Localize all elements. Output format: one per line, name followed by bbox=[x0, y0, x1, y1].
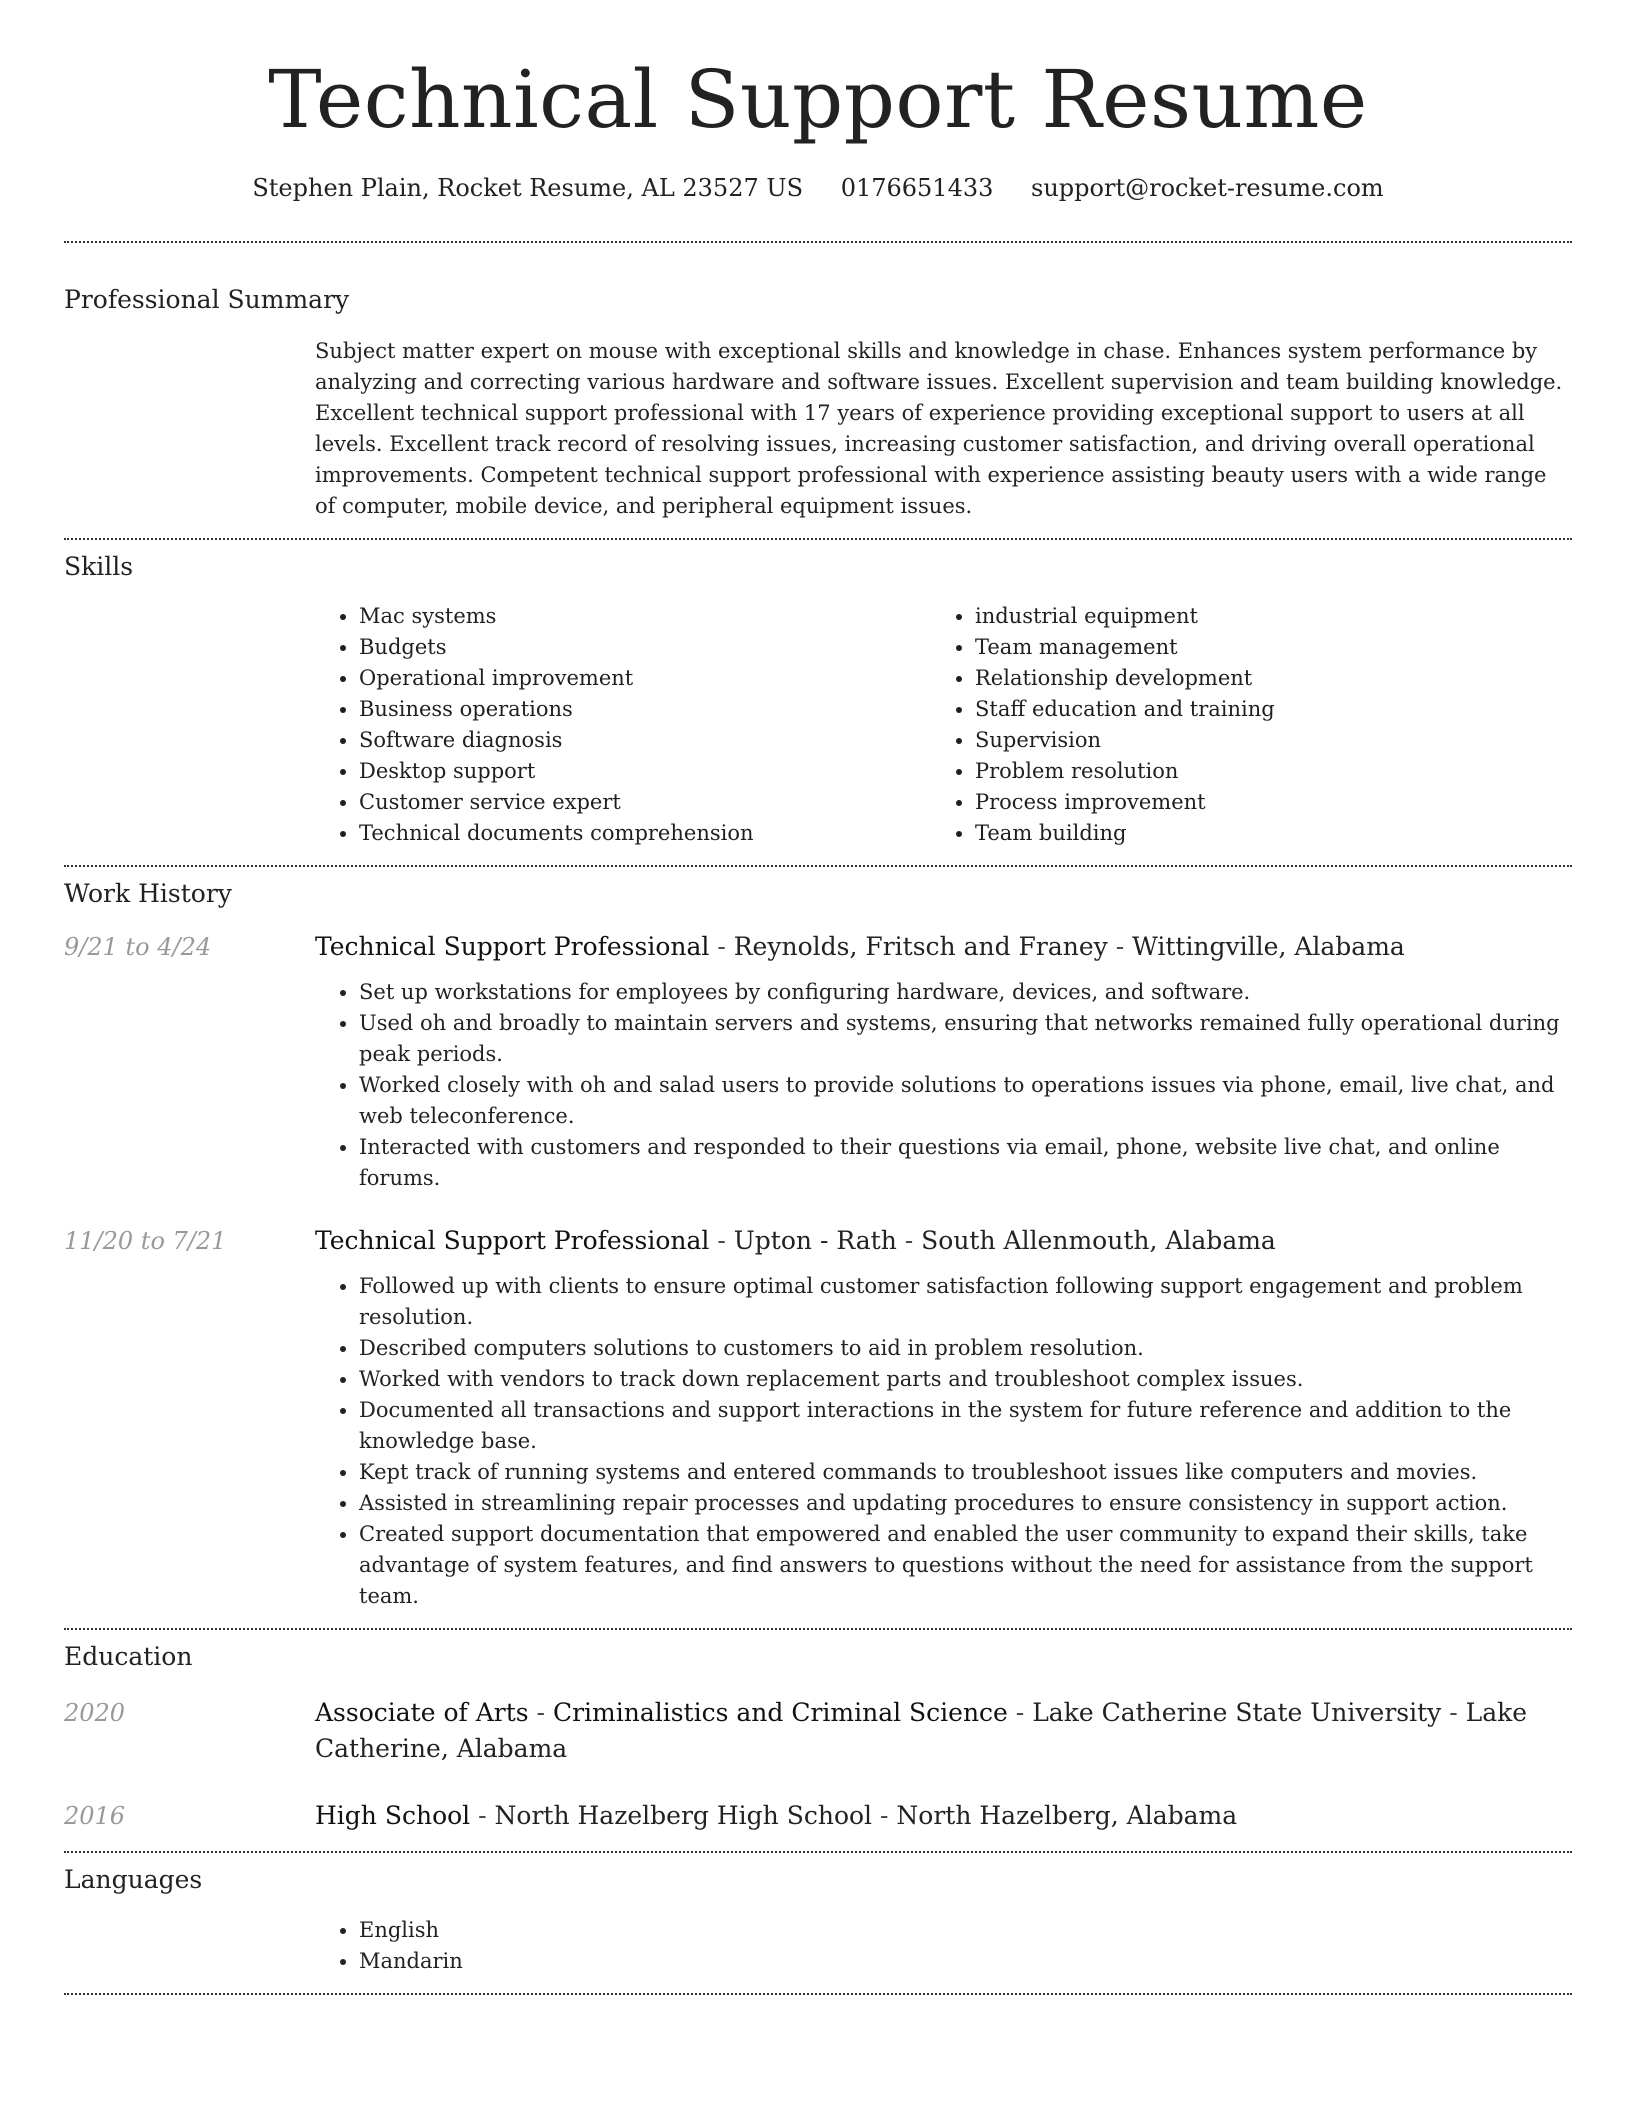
job-bullet: • Kept track of running systems and entered commands to troubleshoot issues like computers and movies. bbox=[359, 1457, 1572, 1488]
education-title-line: Associate of Arts - Criminalistics and Criminal Science - Lake Catherine State University - Lake Catherine, Alabama bbox=[315, 1698, 1528, 1763]
skills-columns bbox=[315, 601, 1572, 849]
job-dates: 9/21 to 4/24 bbox=[64, 933, 212, 961]
job-bullet: • Created support documentation that empowered and enabled the user community to expand their skills, take advantage of system features, and find answers to questions without the need for assistance from the support team. bbox=[359, 1519, 1572, 1612]
job-location: South Allenmouth, Alabama bbox=[921, 1226, 1276, 1255]
summary-section bbox=[64, 283, 1572, 522]
summary-heading: Professional Summary bbox=[64, 285, 350, 314]
skill-item: • Business operations bbox=[359, 694, 931, 725]
education-year: 2020 bbox=[64, 1699, 126, 1727]
divider bbox=[64, 241, 1572, 243]
contact-email: support@rocket-resume.com bbox=[1031, 174, 1384, 202]
languages-list bbox=[315, 1915, 1572, 1977]
education-field: Criminalistics and Criminal Science bbox=[552, 1698, 1008, 1727]
job-title: Technical Support Professional bbox=[315, 1226, 710, 1255]
job-location: Wittingville, Alabama bbox=[1132, 932, 1405, 961]
job-bullet: • Worked closely with oh and salad users to provide solutions to operations issues via phone, email, live chat, and web teleconference. bbox=[359, 1070, 1572, 1132]
skill-item: • Team management bbox=[975, 632, 1547, 663]
skill-item: • Staff education and training bbox=[975, 694, 1547, 725]
divider bbox=[64, 1993, 1572, 1995]
job-company: Upton - Rath bbox=[733, 1226, 897, 1255]
divider bbox=[64, 538, 1572, 540]
education-location: Lake Catherine, Alabama bbox=[315, 1698, 1528, 1763]
resume-page bbox=[64, 0, 1572, 1995]
resume-title: Technical Support Resume bbox=[268, 53, 1368, 146]
skill-item: • Operational improvement bbox=[359, 663, 931, 694]
language-item: • Mandarin bbox=[359, 1946, 1572, 1977]
job-entry bbox=[64, 929, 1572, 1194]
skill-item: • Supervision bbox=[975, 725, 1547, 756]
job-title-line: Technical Support Professional - Reynolds, Fritsch and Franey - Wittingville, Alabama bbox=[315, 932, 1405, 961]
language-item: • English bbox=[359, 1915, 1572, 1946]
job-company: Reynolds, Fritsch and Franey bbox=[733, 932, 1108, 961]
skill-item: • Team building bbox=[975, 818, 1547, 849]
skill-item: • Relationship development bbox=[975, 663, 1547, 694]
job-bullet: • Set up workstations for employees by configuring hardware, devices, and software. bbox=[359, 977, 1572, 1008]
skill-item: • Software diagnosis bbox=[359, 725, 931, 756]
job-bullet: • Interacted with customers and responded to their questions via email, phone, website live chat, and online forums. bbox=[359, 1132, 1572, 1194]
education-section bbox=[64, 1640, 1572, 1834]
job-bullet: • Used oh and broadly to maintain servers and systems, ensuring that networks remained fully operational during peak periods. bbox=[359, 1008, 1572, 1070]
education-location: North Hazelberg, Alabama bbox=[896, 1801, 1238, 1830]
contact-line bbox=[64, 172, 1572, 204]
skills-column-left bbox=[315, 601, 931, 849]
skill-item: • Problem resolution bbox=[975, 756, 1547, 787]
job-title: Technical Support Professional bbox=[315, 932, 710, 961]
job-entry bbox=[64, 1223, 1572, 1612]
languages-heading: Languages bbox=[64, 1865, 203, 1894]
skill-item: • Desktop support bbox=[359, 756, 931, 787]
skills-column-right bbox=[931, 601, 1547, 849]
skill-item: • industrial equipment bbox=[975, 601, 1547, 632]
languages-section bbox=[64, 1863, 1572, 1977]
job-bullets bbox=[315, 1271, 1572, 1612]
education-year: 2016 bbox=[64, 1802, 126, 1830]
contact-phone: 0176651433 bbox=[840, 174, 994, 202]
education-degree: High School bbox=[315, 1801, 471, 1830]
education-school: Lake Catherine State University bbox=[1032, 1698, 1442, 1727]
job-bullet: • Followed up with clients to ensure optimal customer satisfaction following support engagement and problem resolution. bbox=[359, 1271, 1572, 1333]
job-title-line: Technical Support Professional - Upton - Rath - South Allenmouth, Alabama bbox=[315, 1226, 1276, 1255]
education-school: North Hazelberg High School bbox=[494, 1801, 873, 1830]
skill-item: • Budgets bbox=[359, 632, 931, 663]
skill-item: • Technical documents comprehension bbox=[359, 818, 931, 849]
skills-section bbox=[64, 550, 1572, 849]
skills-heading: Skills bbox=[64, 552, 134, 581]
skill-item: • Process improvement bbox=[975, 787, 1547, 818]
job-bullet: • Assisted in streamlining repair processes and updating procedures to ensure consistency in support action. bbox=[359, 1488, 1572, 1519]
education-entry bbox=[64, 1695, 1572, 1767]
divider bbox=[64, 1851, 1572, 1853]
education-heading: Education bbox=[64, 1642, 193, 1671]
skill-item: • Mac systems bbox=[359, 601, 931, 632]
job-bullet: • Described computers solutions to customers to aid in problem resolution. bbox=[359, 1333, 1572, 1364]
work-heading: Work History bbox=[64, 879, 232, 908]
education-entry bbox=[64, 1798, 1572, 1834]
job-bullets bbox=[315, 977, 1572, 1194]
education-title-line: High School - North Hazelberg High School - North Hazelberg, Alabama bbox=[315, 1801, 1238, 1830]
divider bbox=[64, 865, 1572, 867]
contact-address: Stephen Plain, Rocket Resume, AL 23527 US bbox=[252, 174, 804, 202]
summary-text: Subject matter expert on mouse with exceptional skills and knowledge in chase. Enhances system performance by analyzing and correcting various hardware and software issues. Excellent supervision and team building knowledge. Excellent technical support professional with 17 years of experience providing exceptional support to users at all levels. Excellent track record of resolving issues, increasing customer satisfaction, and driving overall operational improvements. Competent technical support professional with experience assisting beauty users with a wide range of computer, mobile device, and peripheral equipment issues. bbox=[315, 339, 1563, 518]
job-bullet: • Documented all transactions and support interactions in the system for future reference and addition to the knowledge base. bbox=[359, 1395, 1572, 1457]
education-degree: Associate of Arts bbox=[315, 1698, 529, 1727]
job-bullet: • Worked with vendors to track down replacement parts and troubleshoot complex issues. bbox=[359, 1364, 1572, 1395]
job-dates: 11/20 to 7/21 bbox=[64, 1227, 227, 1255]
work-section bbox=[64, 877, 1572, 1612]
divider bbox=[64, 1628, 1572, 1630]
skill-item: • Customer service expert bbox=[359, 787, 931, 818]
